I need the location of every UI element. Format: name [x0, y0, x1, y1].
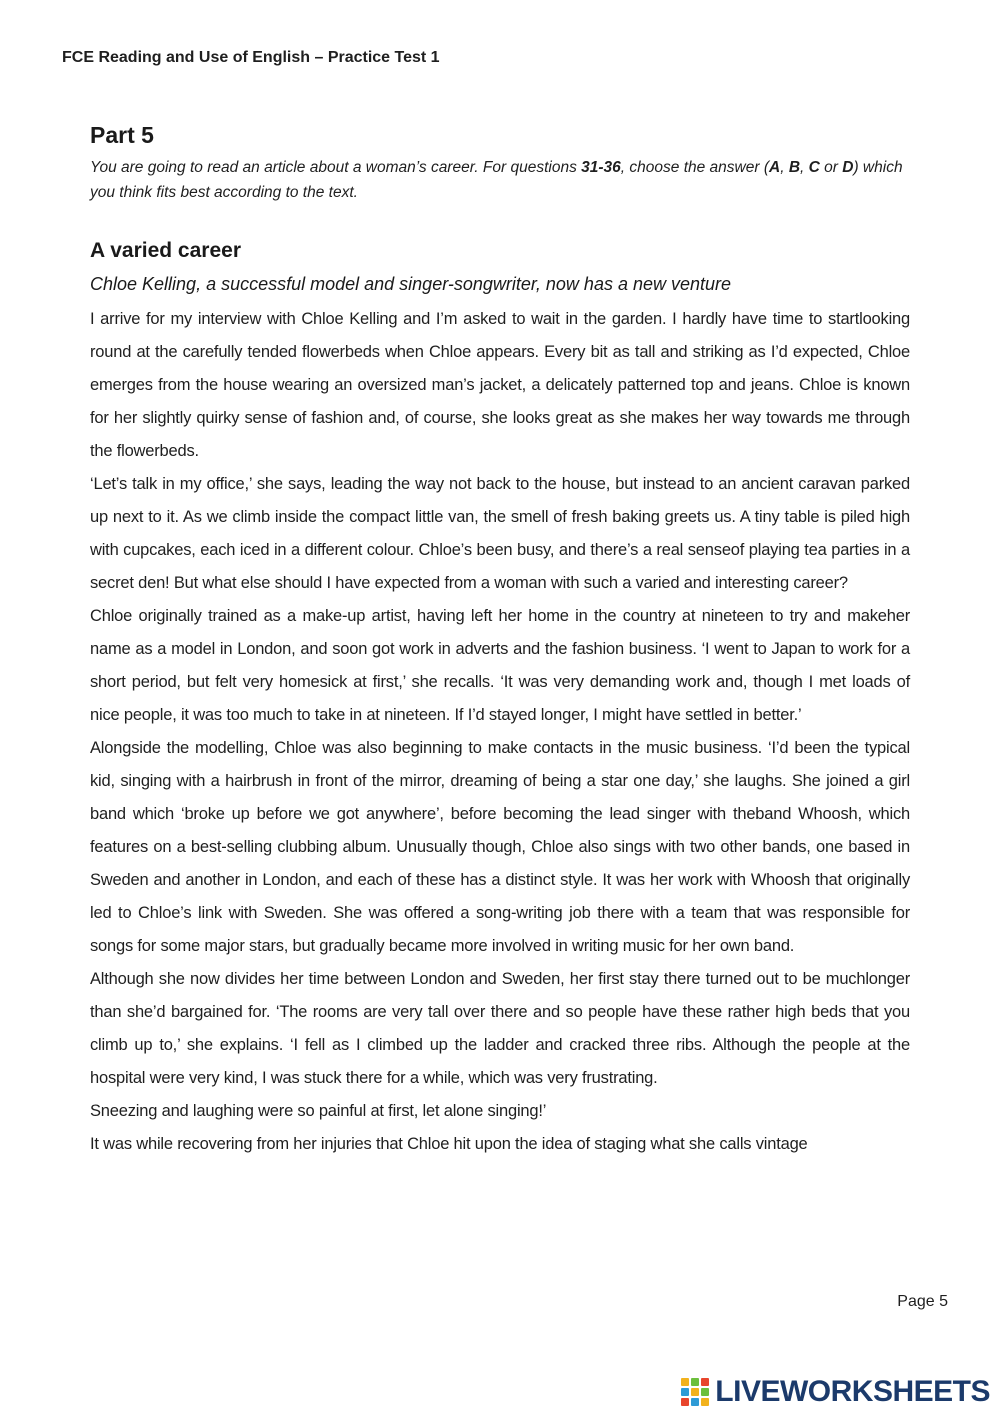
liveworksheets-watermark [681, 1374, 990, 1410]
part-title: Part 5 [90, 122, 154, 148]
liveworksheets-wordmark: LIVEWORKSHEETS [715, 1375, 990, 1408]
article-subtitle: Chloe Kelling, a successful model and singer-songwriter, now has a new venture [90, 274, 732, 294]
article-paragraph-4: Alongside the modelling, Chloe was also beginning to make contacts in the music business. ‘I’d been the typical kid, singing with a hairbrush in front of the mirror, dreaming of being a star one day,’ she laughs. She joined a girl band which ‘broke up before we got anywhere’, before becoming the lead singer with theband Whoosh, which features on a best-selling clubbing album. Unusually though, Chloe also sings with two other bands, one based in Sweden and another in London, and each of these has a distinct style. It was her work with Whoosh that originally led to Chloe’s link with Sweden. She was offered a song-writing job there with a team that was responsible for songs for some major stars, but gradually became more involved in writing music for her own band. [90, 739, 910, 955]
question-range: 31-36 [581, 159, 621, 176]
option-d: D [842, 159, 854, 176]
article-paragraph-3: Chloe originally trained as a make-up artist, having left her home in the country at nineteen to try and makeher name as a model in London, and soon got work in adverts and the fashion business. ‘I went to Japan to work for a short period, but felt very homesick at first,’ she recalls. ‘It was very demanding work and, though I met loads of nice people, it was too much to take in at nineteen. If I’d stayed longer, I might have settled in better.’ [90, 607, 910, 724]
instructions-text-3: or [819, 159, 843, 176]
option-c: C [808, 159, 820, 176]
instructions-text-2: , choose the answer ( [620, 159, 769, 176]
article-paragraph-5: Although she now divides her time between London and Sweden, her first stay there turned out to be muchlonger than she’d bargained for. ‘The rooms are very tall over there and so people have these rather high beds that you climb up to,’ she explains. ‘I fell as I climbed up the ladder and cracked three ribs. Although the people at the hospital were very kind, I was stuck there for a while, which was very frustrating. [90, 970, 910, 1087]
liveworksheets-logo-icon [681, 1378, 709, 1406]
article-title: A varied career [90, 239, 241, 262]
article-paragraph-1: I arrive for my interview with Chloe Kelling and I’m asked to wait in the garden. I hardly have time to startlooking round at the carefully tended flowerbeds when Chloe appears. Every bit as tall and striking as I’d expected, Chloe emerges from the house wearing an oversized man’s jacket, a delicately patterned top and jeans. Chloe is known for her slightly quirky sense of fashion and, of course, she looks great as she makes her way towards me through the flowerbeds. [90, 310, 910, 460]
instructions [90, 155, 910, 205]
article-paragraph-2: ‘Let’s talk in my office,’ she says, leading the way not back to the house, but instead to an ancient caravan parked up next to it. As we climb inside the compact little van, the smell of fresh baking greets us. A tiny table is piled high with cupcakes, each iced in a different colour. Chloe’s been busy, and there’s a real senseof playing tea parties in a secret den! But what else should I have expected from a woman with such a varied and interesting career? [90, 475, 910, 592]
document-header-title: FCE Reading and Use of English – Practice Test 1 [62, 49, 440, 66]
page-content [90, 122, 910, 1161]
article-paragraph-6: Sneezing and laughing were so painful at first, let alone singing!’ [90, 1102, 547, 1120]
article-paragraph-7: It was while recovering from her injuries that Chloe hit upon the idea of staging what she calls vintage [90, 1135, 808, 1153]
option-b: B [788, 159, 801, 176]
instructions-sep-1: , [780, 159, 789, 176]
instructions-sep-2: , [800, 159, 809, 176]
option-a: A [769, 159, 781, 176]
instructions-text-1: You are going to read an article about a woman’s career. For questions [90, 159, 582, 176]
instructions-text-4: ) which you think fits best according to the text. [90, 159, 903, 201]
page-number: Page 5 [897, 1293, 948, 1310]
